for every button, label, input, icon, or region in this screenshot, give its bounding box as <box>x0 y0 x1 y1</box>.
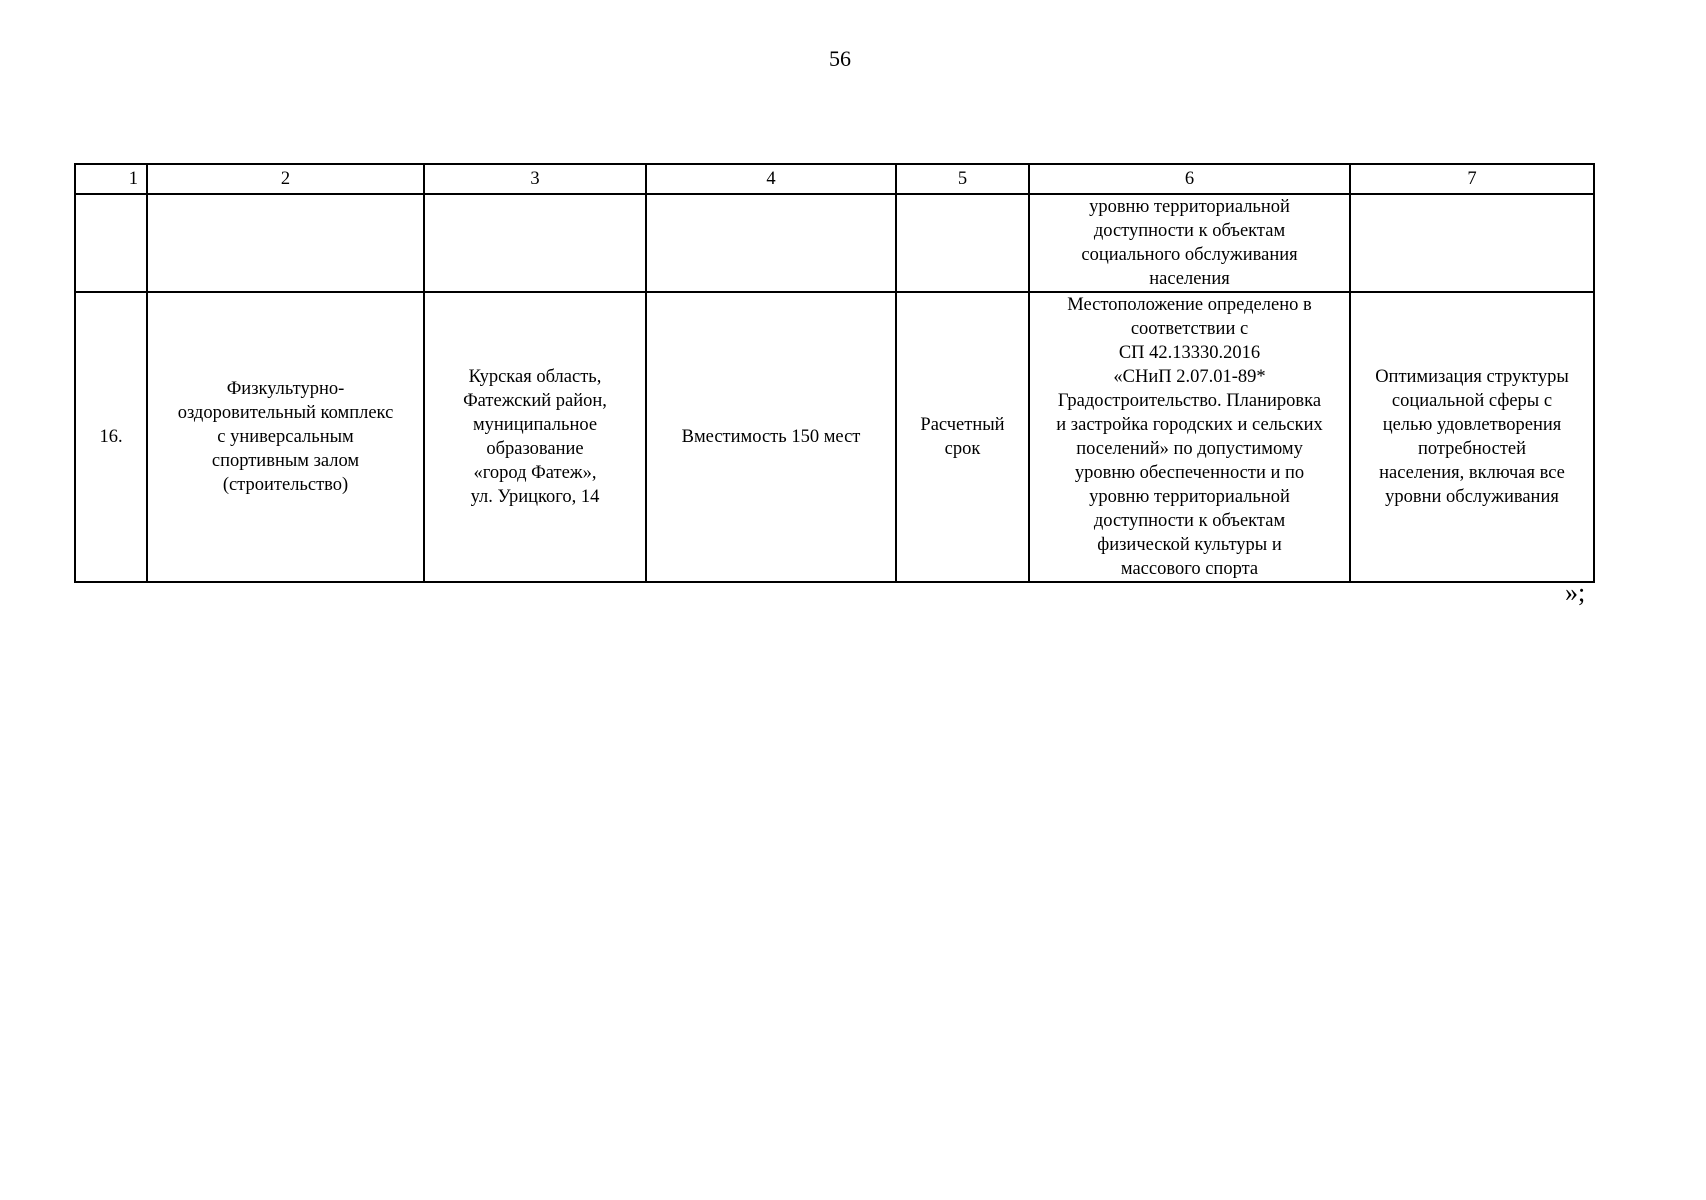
column-number-6: 6 <box>1029 164 1350 194</box>
object-location-cell: Курская область, Фатежский район, муниципальное образование «город Фатеж», ул. Урицкого, 14 <box>424 292 646 582</box>
table-cell-empty <box>896 194 1029 292</box>
table-row-continuation <box>75 194 1594 292</box>
object-purpose-cell: Оптимизация структуры социальной сферы с целью удовлетворения потребностей населения, включая все уровни обслуживания <box>1350 292 1594 582</box>
column-number-4: 4 <box>646 164 896 194</box>
object-term-cell: Расчетный срок <box>896 292 1029 582</box>
objects-table <box>74 163 1595 583</box>
column-number-7: 7 <box>1350 164 1594 194</box>
column-number-5: 5 <box>896 164 1029 194</box>
continuation-justification-cell: уровню территориальной доступности к объектам социального обслуживания населения <box>1029 194 1350 292</box>
object-name-cell: Физкультурно- оздоровительный комплекс с универсальным спортивным залом (строительство) <box>147 292 424 582</box>
column-number-2: 2 <box>147 164 424 194</box>
row-number-cell: 16. <box>75 292 147 582</box>
table-header-row <box>75 164 1594 194</box>
column-number-3: 3 <box>424 164 646 194</box>
column-number-1: 1 <box>75 164 147 194</box>
table-cell-empty <box>75 194 147 292</box>
object-capacity-cell: Вместимость 150 мест <box>646 292 896 582</box>
page-number: 56 <box>829 46 851 71</box>
closing-quote-mark: »; <box>1565 578 1586 607</box>
table-cell-empty <box>646 194 896 292</box>
table-cell-empty <box>1350 194 1594 292</box>
table-cell-empty <box>147 194 424 292</box>
object-justification-cell: Местоположение определено в соответствии с СП 42.13330.2016 «СНиП 2.07.01-89* Градостроительство. Планировка и застройка городских и сельских поселений» по допустимому уровню обеспеченности и по уровню территориальной доступности к объектам физической культуры и массового спорта <box>1029 292 1350 582</box>
table-cell-empty <box>424 194 646 292</box>
table-row-16 <box>75 292 1594 582</box>
